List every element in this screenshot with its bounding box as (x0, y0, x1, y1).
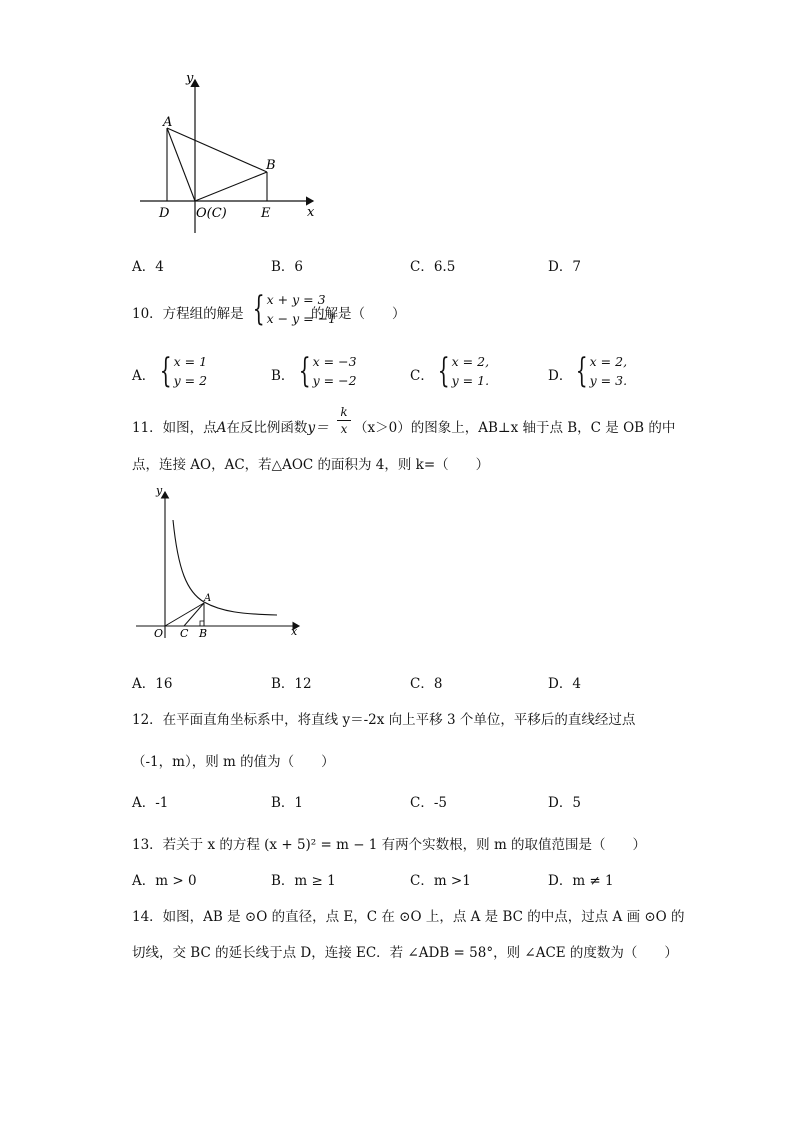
q14-line2: 切线，交 BC 的延长线于点 D，连接 EC．若 ∠ADB = 58°，则 ∠ACE 的度数为（ ） (132, 945, 678, 961)
x-axis-label: x (307, 205, 315, 220)
q11-option-c[interactable]: C．8 (410, 676, 443, 692)
q10-system: { x + y = 3 x − y = −1 (252, 289, 337, 329)
q13-option-b[interactable]: B．m ≥ 1 (271, 873, 336, 889)
q10-option-b[interactable]: B． (271, 368, 295, 384)
q10-b-l2: y = −2 (312, 373, 357, 388)
segment-ca (184, 603, 204, 626)
q10-d-l2: y = 3. (589, 373, 628, 388)
q11-option-a[interactable]: A．16 (132, 676, 173, 692)
q10-c-l1: x = 2, (451, 354, 490, 369)
q11-fraction (337, 405, 351, 436)
q10-a-l1: x = 1 (173, 354, 208, 369)
right-angle-mark (200, 621, 204, 626)
q10-option-c[interactable]: C． (410, 368, 434, 384)
q9-option-a[interactable]: A．4 (132, 259, 164, 275)
q11-option-b[interactable]: B．12 (271, 676, 312, 692)
point-b-label: B (199, 627, 208, 640)
q10-option-a[interactable]: A． (132, 368, 156, 384)
point-oc-label: O(C) (196, 206, 227, 221)
q10-d-l1: x = 2, (589, 354, 628, 369)
q12-option-b[interactable]: B．1 (271, 795, 304, 811)
point-b-label: B (266, 158, 276, 173)
q13-line: 13．若关于 x 的方程 (x + 5)² = m − 1 有两个实数根，则 m 的取值范围是（ ） (132, 837, 647, 853)
y-axis-label: y (186, 71, 194, 86)
q13-option-d[interactable]: D．m ≠ 1 (548, 873, 614, 889)
q12-option-a[interactable]: A．-1 (132, 795, 169, 811)
q11-text-b: 在反比例函数 (226, 420, 308, 436)
q13-option-c[interactable]: C．m >1 (410, 873, 471, 889)
q11-line1-start (132, 416, 329, 436)
q14-line1: 14．如图，AB 是 ⊙O 的直径，点 E，C 在 ⊙O 上，点 A 是 BC 的中点，过点 A 画 ⊙O 的 (132, 909, 685, 925)
q12-option-c[interactable]: C．-5 (410, 795, 447, 811)
q10-option-c-system: { x = 2, y = 1. (437, 351, 490, 391)
point-o-label: O (154, 627, 164, 640)
q10-a-l2: y = 2 (173, 373, 208, 388)
q11-func-y: y＝ (307, 420, 329, 436)
point-a-label: A (163, 115, 173, 130)
segment-ob (195, 172, 267, 201)
point-c-label: C (180, 627, 189, 640)
figure-hyperbola-diagram (132, 480, 307, 645)
figure-triangle-diagram (130, 68, 330, 238)
q11-text-a: 11．如图，点 (132, 420, 217, 436)
q11-point-a: A (216, 420, 227, 436)
x-axis-label: x (291, 625, 298, 638)
q12-option-d[interactable]: D．5 (548, 795, 581, 811)
q11-option-d[interactable]: D．4 (548, 676, 581, 692)
segment-oa (165, 603, 204, 626)
q9-option-b[interactable]: B．6 (271, 259, 304, 275)
q10-option-d[interactable]: D． (548, 368, 573, 384)
q10-suffix: 的解是（ ） (311, 306, 406, 322)
q10-option-b-system: { x = −3 y = −2 (298, 351, 357, 391)
hyperbola-curve (173, 520, 277, 615)
q11-fraction-num: k (340, 405, 348, 419)
point-e-label: E (261, 206, 271, 221)
q12-line2: （-1，m），则 m 的值为（ ） (132, 754, 335, 770)
q11-fraction-den: x (340, 422, 348, 436)
q11-line2: 点，连接 AO，AC，若△AOC 的面积为 4，则 k=（ ） (132, 457, 490, 473)
q10-eq1: x + y = 3 (266, 292, 326, 307)
q12-line1: 12．在平面直角坐标系中，将直线 y＝-2x 向上平移 3 个单位，平移后的直线经过点 (132, 712, 636, 728)
q10-b-l1: x = −3 (312, 354, 357, 369)
q13-option-a[interactable]: A．m > 0 (132, 873, 197, 889)
q10-eq2: x − y = −1 (266, 311, 337, 326)
segment-ab (167, 128, 267, 172)
q10-prefix: 10．方程组的解是 (132, 306, 244, 322)
q10-option-d-system: { x = 2, y = 3. (575, 351, 628, 391)
y-axis-label: y (156, 484, 163, 497)
q9-option-c[interactable]: C．6.5 (410, 259, 456, 275)
q9-option-d[interactable]: D．7 (548, 259, 581, 275)
point-d-label: D (159, 206, 170, 221)
q10-c-l2: y = 1. (451, 373, 490, 388)
q11-line1-end: （x＞0）的图象上，AB⊥x 轴于点 B，C 是 OB 的中 (354, 420, 676, 436)
point-a-label: A (204, 593, 212, 604)
q10-option-a-system: { x = 1 y = 2 (159, 351, 208, 391)
